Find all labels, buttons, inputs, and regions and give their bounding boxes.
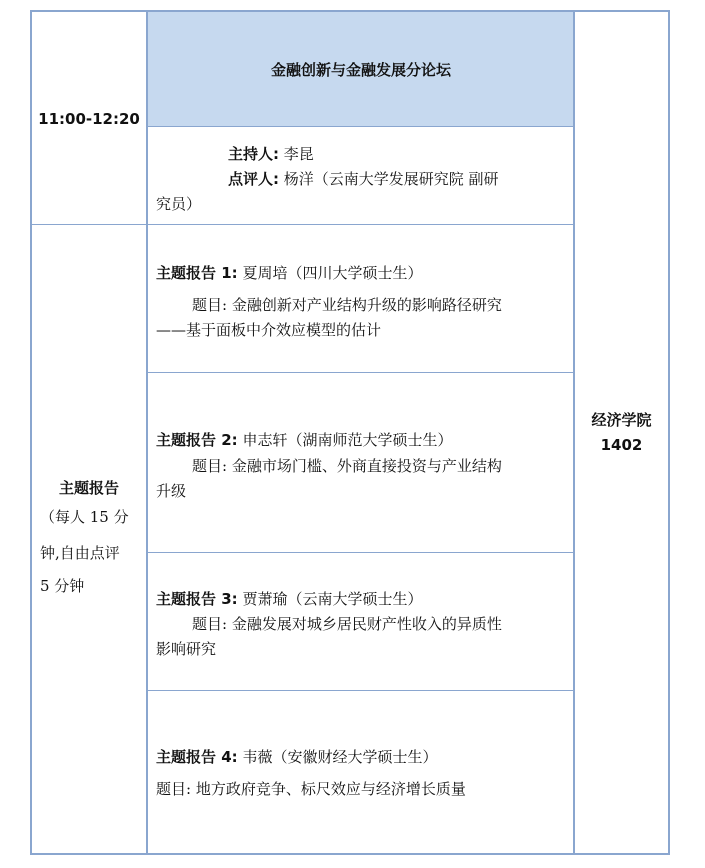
host-label: 主持人:	[228, 145, 279, 163]
left-group-line2: 钟,自由点评	[40, 544, 120, 562]
row-divider-session	[30, 224, 575, 225]
host-name: 李昆	[283, 145, 314, 163]
border-right	[668, 10, 670, 855]
report-2-topic-1: 题目: 金融市场门槛、外商直接投资与产业结构	[192, 457, 502, 475]
border-left	[30, 10, 32, 855]
report-2-label: 主题报告 2:	[156, 431, 238, 449]
report-4-label: 主题报告 4:	[156, 748, 238, 766]
report-1-label: 主题报告 1:	[156, 264, 238, 282]
report-2-speaker: 申志轩（湖南师范大学硕士生）	[242, 431, 453, 449]
left-group-line1: （每人 15 分	[40, 508, 129, 526]
report-2-topic-2: 升级	[156, 482, 187, 500]
report-1-topic-1: 题目: 金融创新对产业结构升级的影响路径研究	[192, 296, 502, 314]
reviewer-text-1: 杨洋（云南大学发展研究院 副研	[283, 170, 499, 188]
host-line	[228, 142, 314, 166]
session-title: 金融创新与金融发展分论坛	[270, 61, 451, 79]
report-3-speaker: 贾萧瑜（云南大学硕士生）	[242, 590, 423, 608]
report-1-header	[156, 261, 422, 285]
venue-line2: 1402	[600, 436, 643, 454]
report-4-header	[156, 745, 437, 769]
session-time: 11:00-12:20	[38, 110, 140, 128]
row-divider-title	[146, 126, 575, 127]
report-3-label: 主题报告 3:	[156, 590, 238, 608]
row-divider-r2	[146, 552, 575, 553]
report-3-topic-2: 影响研究	[156, 640, 217, 658]
report-3-header	[156, 587, 422, 611]
report-4-topic-1: 题目: 地方政府竞争、标尺效应与经济增长质量	[156, 780, 466, 798]
report-4-speaker: 韦薇（安徽财经大学硕士生）	[242, 748, 438, 766]
row-divider-r3	[146, 690, 575, 691]
venue-line1: 经济学院	[591, 411, 652, 429]
report-1-topic-2: ——基于面板中介效应模型的估计	[156, 321, 382, 339]
reviewer-label: 点评人:	[228, 170, 279, 188]
row-divider-r1	[146, 372, 575, 373]
report-3-topic-1: 题目: 金融发展对城乡居民财产性收入的异质性	[192, 615, 502, 633]
reviewer-text-2: 究员）	[156, 195, 202, 213]
report-1-speaker: 夏周培（四川大学硕士生）	[242, 264, 423, 282]
left-group-title: 主题报告	[58, 479, 119, 497]
col-divider-1	[146, 10, 148, 855]
report-2-header	[156, 428, 452, 452]
reviewer-line	[228, 167, 499, 191]
left-group-line3: 5 分钟	[40, 577, 85, 595]
